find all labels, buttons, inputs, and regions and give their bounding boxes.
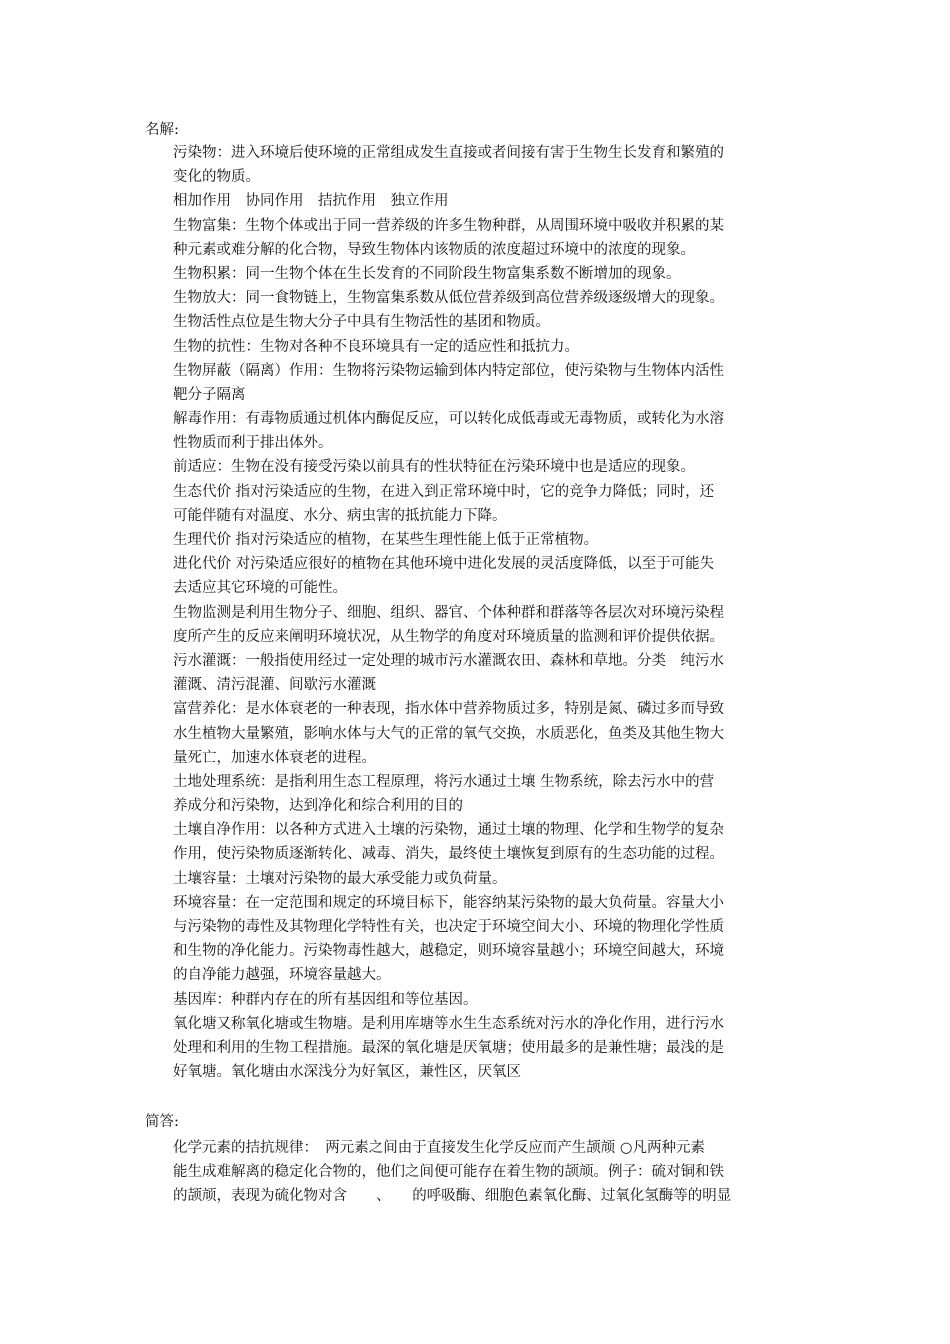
text-line: 处理和利用的生物工程措施。最深的氧化塘是厌氧塘；使用最多的是兼性塘；最浅的是	[173, 1039, 724, 1056]
text-line: 环境容量：在一定范围和规定的环境目标下，能容纳某污染物的最大负荷量。容量大小	[173, 894, 724, 911]
text-line: 靶分子隔离	[173, 386, 246, 403]
text-line: 灌溉、清污混灌、间歇污水灌溉	[173, 677, 376, 694]
text-line: 土壤容量：土壤对污染物的最大承受能力或负荷量。	[173, 870, 507, 887]
text-line: 的自净能力越强，环境容量越大。	[173, 967, 391, 984]
text-line: 生物活性点位是生物大分子中具有生物活性的基团和物质。	[173, 314, 550, 331]
text-line: 富营养化：是水体衰老的一种表现，指水体中营养物质过多，特别是氮、磷过多而导致	[173, 701, 724, 718]
text-line: 土地处理系统：是指利用生态工程原理，将污水通过土壤 生物系统，除去污水中的营	[173, 773, 715, 790]
text-line: 生物的抗性：生物对各种不良环境具有一定的适应性和抵抗力。	[173, 338, 579, 355]
text-line: 生理代价 指对污染适应的植物，在某些生理性能上低于正常植物。	[173, 532, 599, 548]
short-answer-body	[173, 1136, 813, 1209]
text-line: 生物屏蔽（隔离）作用：生物将污染物运输到体内特定部位，使污染物与生物体内活性	[173, 362, 724, 379]
text-line: 和生物的净化能力。污染物毒性越大，越稳定，则环境容量越小；环境空间越大，环境	[173, 943, 724, 960]
text-line: 污染物：进入环境后使环境的正常组成发生直接或者间接有害于生物生长发育和繁殖的	[173, 145, 724, 161]
text-line: 作用，使污染物质逐渐转化、减毒、消失，最终使土壤恢复到原有的生态功能的过程。	[173, 846, 724, 863]
section-heading-short-answer: 简答:	[145, 1114, 179, 1130]
text-line: 好氧塘。氧化塘由水深浅分为好氧区，兼性区，厌氧区	[173, 1064, 521, 1081]
text-line: 变化的物质。	[173, 169, 260, 186]
text-line: 污水灌溉：一般指使用经过一定处理的城市污水灌溉农田、森林和草地。分类 纯污水	[173, 652, 724, 669]
text-line: 去适应其它环境的可能性。	[173, 580, 347, 597]
text-line: 生物放大：同一食物链上，生物富集系数从低位营养级到高位营养级逐级增大的现象。	[173, 290, 724, 307]
text-line: 解毒作用：有毒物质通过机体内酶促反应，可以转化成低毒或无毒物质，或转化为水溶	[173, 411, 724, 428]
text-line: 种元素或难分解的化合物，导致生物体内该物质的浓度超过环境中的浓度的现象。	[173, 241, 695, 258]
text-line: 基因库：种群内存在的所有基因组和等位基因。	[173, 991, 478, 1008]
text-line: 性物质而利于排出体外。	[173, 435, 333, 452]
text-line: 相加作用 协同作用 拮抗作用 独立作用	[173, 193, 449, 210]
text-line: 水生植物大量繁殖，影响水体与大气的正常的氧气交换，水质恶化，鱼类及其他生物大	[173, 725, 724, 742]
text-line: 生物积累：同一生物个体在生长发育的不同阶段生物富集系数不断增加的现象。	[173, 265, 681, 282]
text-line: 可能伴随有对温度、水分、病虫害的抵抗能力下降。	[173, 507, 507, 524]
text-line: 生态代价 指对污染适应的生物，在进入到正常环境中时，它的竞争力降低；同时，还	[173, 483, 715, 500]
text-line: 前适应：生物在没有接受污染以前具有的性状特征在污染环境中也是适应的现象。	[173, 459, 695, 476]
text-line: 与污染物的毒性及其物理化学特性有关，也决定于环境空间大小、环境的物理化学性质	[173, 919, 724, 935]
definitions-body	[173, 141, 813, 1084]
text-line: 进化代价 对污染适应很好的植物在其他环境中进化发展的灵活度降低，以至于可能失	[173, 556, 715, 573]
text-line: 化学元素的拮抗规律： 两元素之间由于直接发生化学反应而产生颉颃 ○凡两种元素	[173, 1140, 706, 1156]
text-line: 度所产生的反应来阐明环境状况，从生物学的角度对环境质量的监测和评价提供依据。	[173, 628, 724, 645]
text-line: 生物富集：生物个体或出于同一营养级的许多生物种群，从周围环境中吸收并积累的某	[173, 217, 724, 234]
section-heading-definitions: 名解:	[145, 122, 179, 138]
text-line: 土壤自净作用：以各种方式进入土壤的污染物，通过土壤的物理、化学和生物学的复杂	[173, 822, 724, 839]
text-line: 能生成难解离的稳定化合物的，他们之间便可能存在着生物的颉颃。例子：硫对铜和铁	[173, 1164, 724, 1181]
text-line: 量死亡，加速水体衰老的进程。	[173, 749, 376, 766]
text-line: 的颉颃，表现为硫化物对含 、 的呼吸酶、细胞色素氧化酶、过氧化氢酶等的明显	[173, 1188, 732, 1205]
text-line: 生物监测是利用生物分子、细胞、组织、器官、个体种群和群落等各层次对环境污染程	[173, 604, 724, 621]
text-line: 氧化塘又称氧化塘或生物塘。是利用库塘等水生生态系统对污水的净化作用，进行污水	[173, 1015, 724, 1032]
text-line: 养成分和污染物，达到净化和综合利用的目的	[173, 798, 463, 815]
